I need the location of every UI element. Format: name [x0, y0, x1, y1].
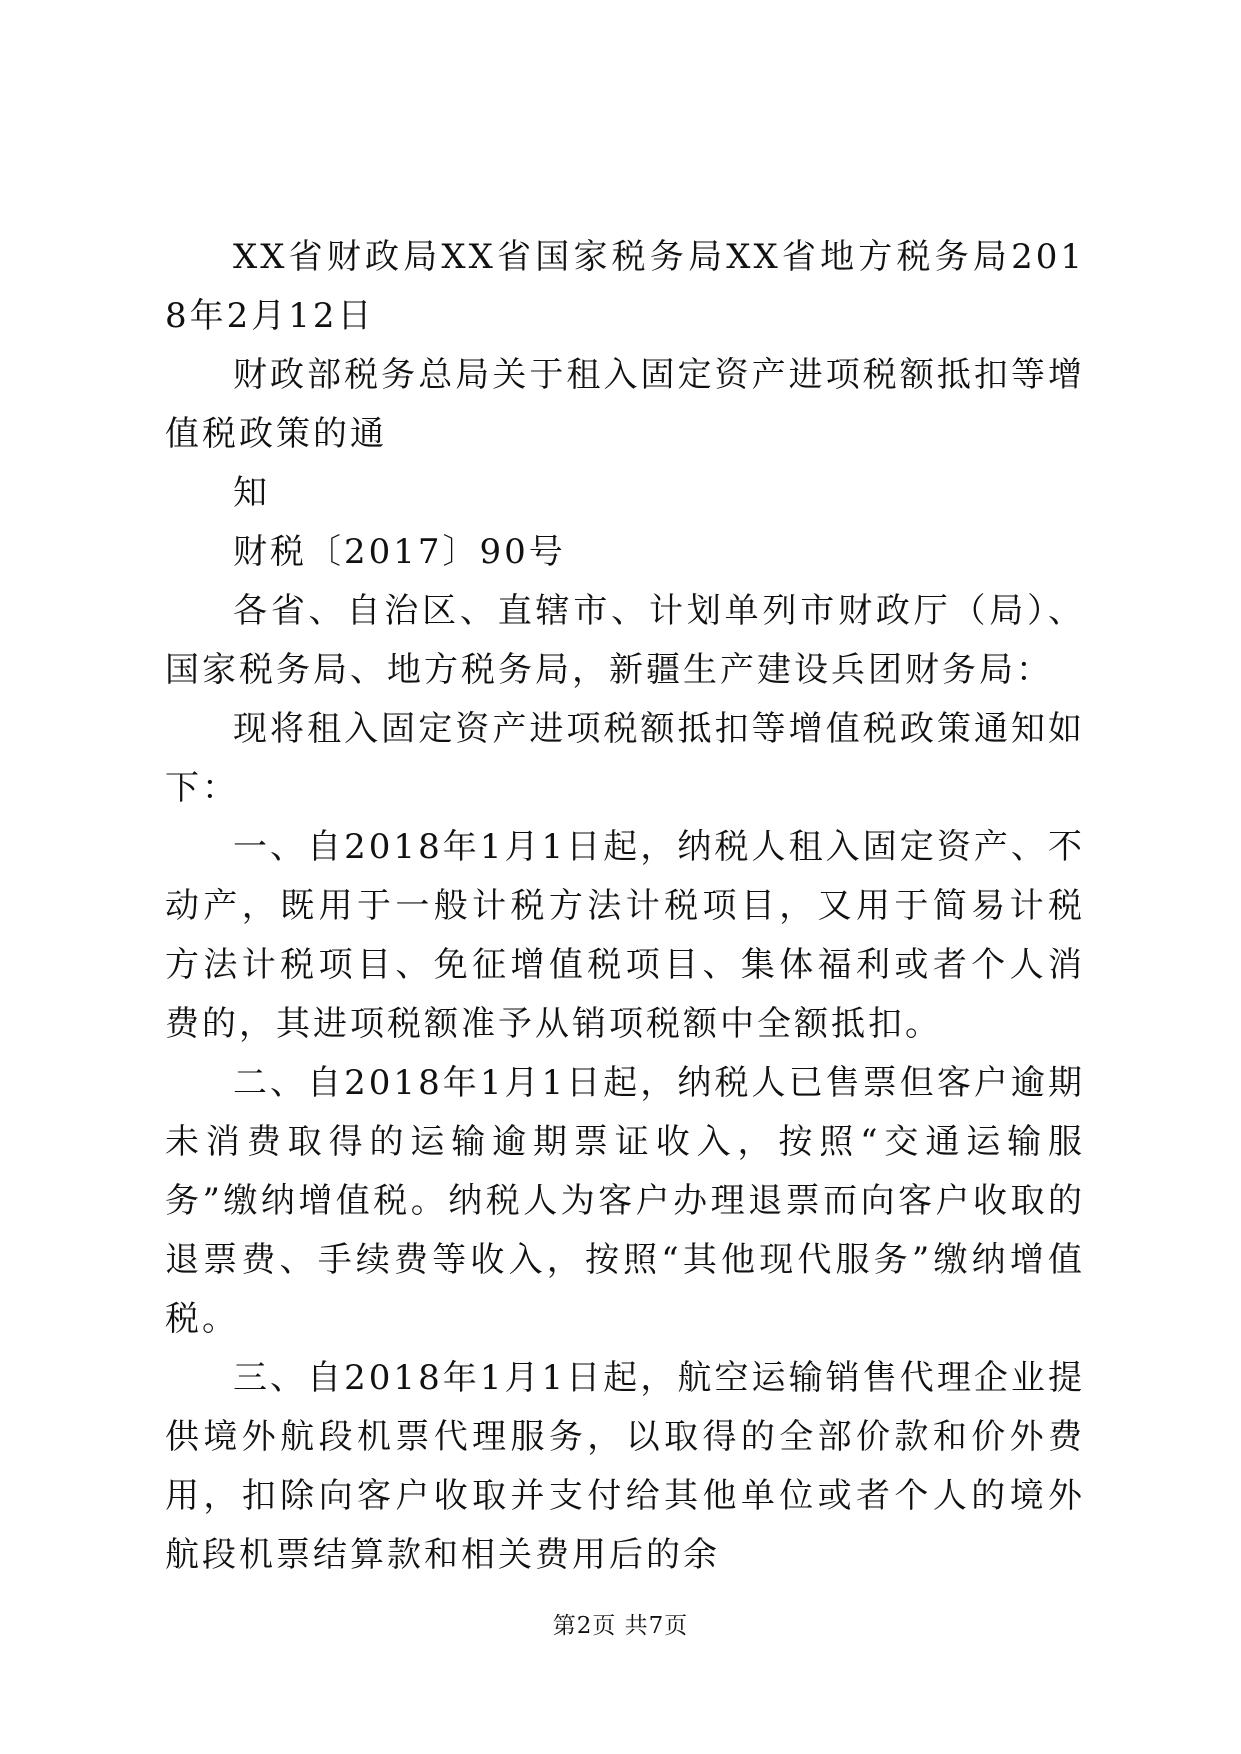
page-footer	[0, 1611, 1241, 1641]
notice-title-line-2: 知	[233, 473, 270, 513]
issuer-date-line: XX省财政局XX省国家税务局XX省地方税务局2018年2月12日	[165, 237, 1085, 336]
clause-2-paragraph: 二、自2018年1月1日起，纳税人已售票但客户逾期未消费取得的运输逾期票证收入，按照“交通运输服务”缴纳增值税。纳税人为客户办理退票而向客户收取的退票费、手续费等收入，按照“其他现代服务”缴纳增值税。	[165, 1063, 1085, 1339]
notice-title-line-1: 财政部税务总局关于租入固定资产进项税额抵扣等增值税政策的通	[165, 355, 1085, 454]
page-indicator: 第2页 共7页	[552, 1613, 689, 1639]
document-body	[165, 228, 1085, 1585]
clause-3-paragraph: 三、自2018年1月1日起，航空运输销售代理企业提供境外航段机票代理服务，以取得的全部价款和价外费用，扣除向客户收取并支付给其他单位或者个人的境外航段机票结算款和相关费用后的余	[165, 1358, 1085, 1575]
clause-1-paragraph: 一、自2018年1月1日起，纳税人租入固定资产、不动产，既用于一般计税方法计税项目，又用于简易计税方法计税项目、免征增值税项目、集体福利或者个人消费的，其进项税额准予从销项税额中全额抵扣。	[165, 827, 1085, 1044]
intro-paragraph: 现将租入固定资产进项税额抵扣等增值税政策通知如下：	[165, 709, 1085, 808]
recipients-paragraph: 各省、自治区、直辖市、计划单列市财政厅（局）、国家税务局、地方税务局，新疆生产建设兵团财务局：	[165, 591, 1085, 690]
document-number: 财税〔2017〕90号	[233, 532, 566, 572]
